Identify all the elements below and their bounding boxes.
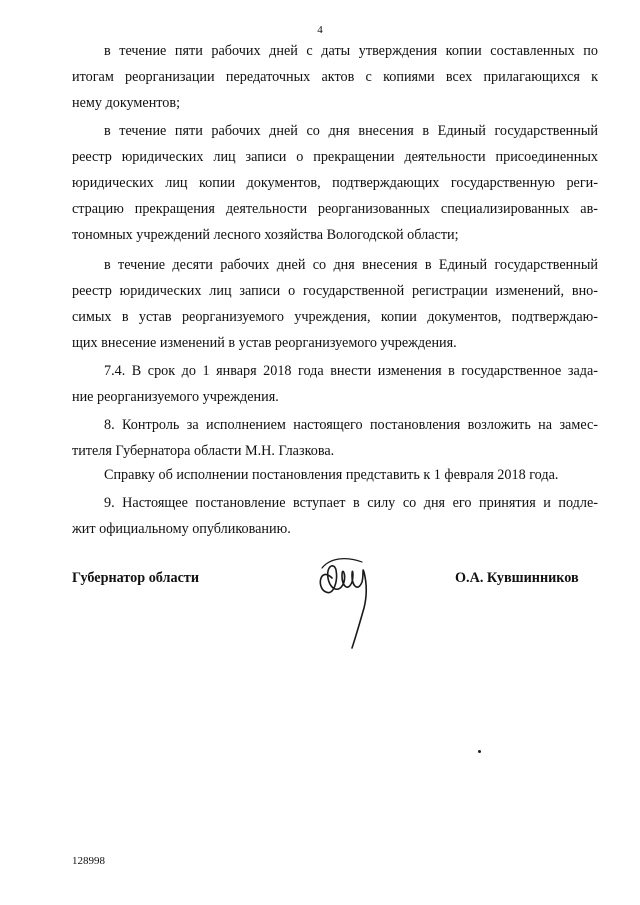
paragraph-7-line-2: жит официальному опубликованию. [72,521,291,537]
paragraph-4-line-2: ние реорганизуемого учреждения. [72,389,279,405]
paragraph-7-line-1: 9. Настоящее постановление вступает в силу со дня его принятия и подле- [104,495,598,511]
signatory-title: Губернатор области [72,570,200,586]
paragraph-3-line-4: щих внесение изменений в устав реорганизуемого учреждения. [72,335,457,351]
paragraph-4-line-1: 7.4. В срок до 1 января 2018 года внести изменения в государственное зада- [104,363,598,379]
document-code: 128998 [72,855,105,867]
paragraph-5-line-2: тителя Губернатора области М.Н. Глазкова. [72,443,335,459]
stray-mark [478,750,481,753]
paragraph-1-line-3: нему документов; [72,95,181,111]
paragraph-1-line-2: итогам реорганизации передаточных актов с копиями всех прилагающихся к [72,69,598,85]
paragraph-3-line-3: симых в устав реорганизуемого учреждения, копии документов, подтверждаю- [72,309,598,325]
paragraph-2-line-5: тономных учреждений лесного хозяйства Вологодской области; [72,227,459,243]
paragraph-2-line-3: юридических лиц копии документов, подтверждающих государственную реги- [72,175,598,191]
paragraph-3-line-2: реестр юридических лиц записи о государственной регистрации изменений, вно- [72,283,598,299]
page-number: 4 [317,24,323,36]
handwritten-signature [312,548,382,656]
paragraph-2-line-2: реестр юридических лиц записи о прекращении деятельности присоединенных [72,149,598,165]
signatory-name: О.А. Кувшинников [455,570,579,586]
paragraph-2-line-1: в течение пяти рабочих дней со дня внесения в Единый государственный [104,123,598,139]
paragraph-5-line-1: 8. Контроль за исполнением настоящего постановления возложить на замес- [104,417,598,433]
paragraph-3-line-1: в течение десяти рабочих дней со дня внесения в Единый государственный [104,257,598,273]
paragraph-2-line-4: страцию прекращения деятельности реорганизованных специализированных ав- [72,201,598,217]
paragraph-6-line-1: Справку об исполнении постановления представить к 1 февраля 2018 года. [104,467,559,483]
paragraph-1-line-1: в течение пяти рабочих дней с даты утверждения копии составленных по [104,43,598,59]
